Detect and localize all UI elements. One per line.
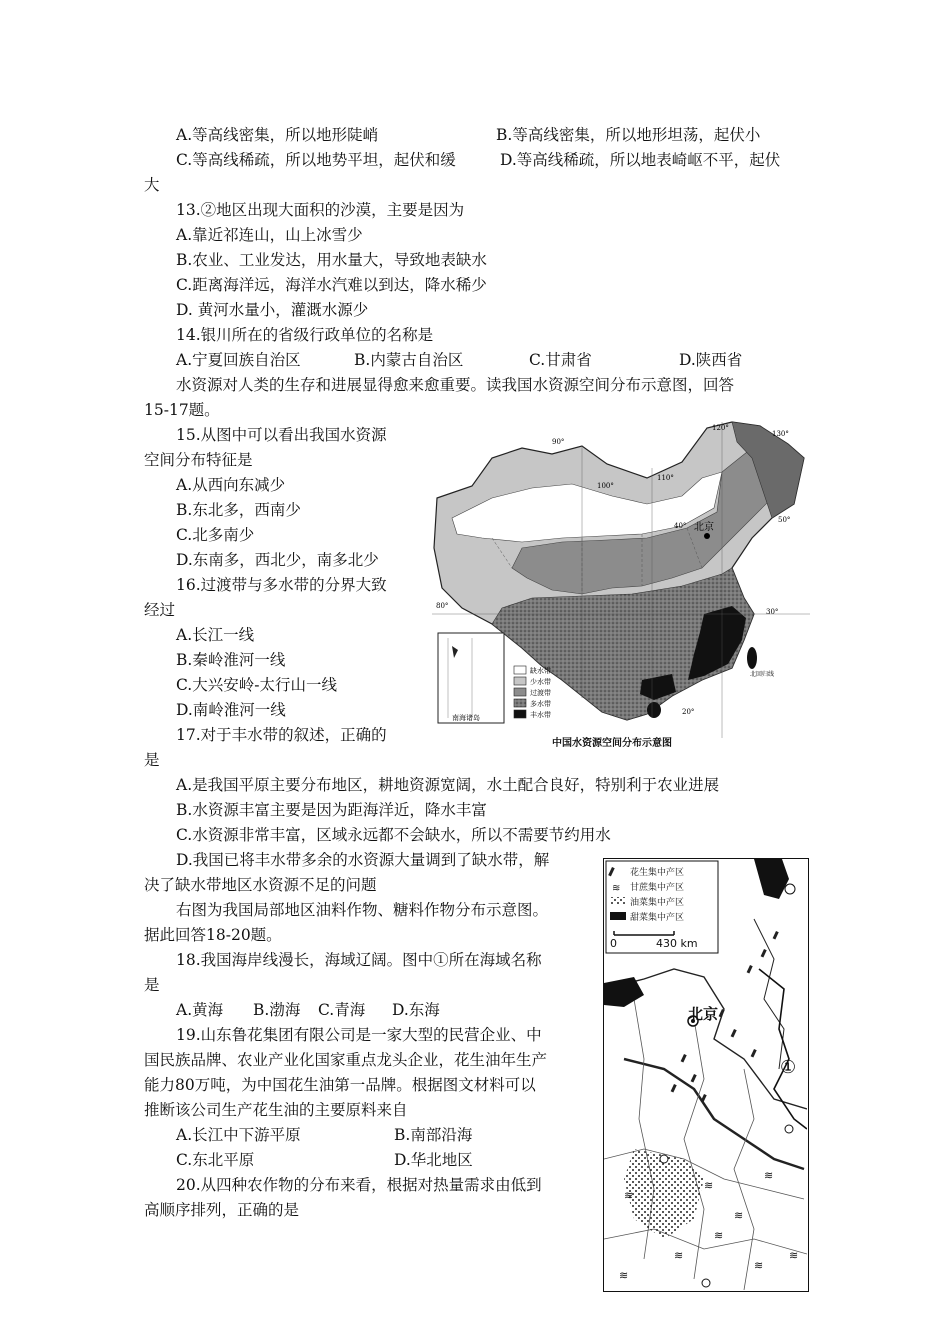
option-13a: A.靠近祁连山，山上冰雪少 [176,226,363,244]
option-13d: D. 黄河水量小，灌溉水源少 [176,301,369,319]
lat-label-20: 20° [682,708,695,716]
option-18c: C.青海 [318,1001,366,1019]
lon-label-90: 90° [552,438,565,446]
option-16b: B.秦岭淮河一线 [176,651,286,669]
question-17-wrap: 是 [144,751,160,769]
lat-label-30: 30° [766,608,779,616]
option-13b: B.农业、工业发达，用水量大，导致地表缺水 [176,251,487,269]
sea-marker: ① [780,1057,797,1078]
option-15b: B.东北多，西南少 [176,501,301,519]
option-12d-wrap: 大 [144,176,160,194]
water-map-caption: 中国水资源空间分布示意图 [552,738,672,749]
legend-transition: 过渡带 [530,689,551,697]
beijing-label-2: 北京 [688,1005,719,1023]
peanut-marks [671,931,779,1103]
scale-start: 0 [610,937,617,950]
tropic-label: 北回归线 [750,671,775,678]
scale-end: 430 km [656,937,698,950]
svg-text:≋: ≋ [754,1259,764,1272]
option-17d: D.我国已将丰水带多余的水资源大量调到了缺水带，解 [176,851,550,869]
svg-text:≋: ≋ [619,1269,629,1282]
question-18: 18.我国海岸线漫长，海域辽阔。图中①所在海域名称 [176,951,542,969]
svg-text:≋: ≋ [624,1189,634,1202]
lat-label-50: 50° [778,516,791,524]
option-12b: B.等高线密集，所以地形坦荡，起伏小 [496,126,761,144]
question-19-wrap-2: 能力80万吨，为中国花生油第一品牌。根据图文材料可以 [144,1076,536,1094]
svg-text:≋: ≋ [612,883,621,894]
option-12d: D.等高线稀疏，所以地表崎岖不平，起伏 [500,151,781,169]
option-14c: C.甘肃省 [529,351,592,369]
legend-sugarcane: 甘蔗集中产区 [630,883,685,893]
option-16d: D.南岭淮河一线 [176,701,286,719]
option-18d: D.东海 [392,1001,440,1019]
lon-label-80: 80° [436,602,449,610]
svg-text:≋: ≋ [674,1249,684,1262]
option-12c: C.等高线稀疏，所以地势平坦，起伏和缓 [176,151,456,169]
legend-rich: 丰水带 [530,711,551,719]
beet-zone-west [604,977,644,1007]
question-16-wrap: 经过 [144,601,176,619]
passage-intro-15: 水资源对人类的生存和进展显得愈来愈重要。读我国水资源空间分布示意图，回答 [176,376,735,394]
legend-peanut: 花生集中产区 [630,868,685,878]
option-19c: C.东北平原 [176,1151,255,1169]
option-14b: B.内蒙古自治区 [354,351,464,369]
question-19-wrap-1: 国民族品牌、农业产业化国家重点龙头企业，花生油年生产 [144,1051,548,1069]
question-17: 17.对于丰水带的叙述，正确的 [176,726,387,744]
option-18a: A.黄海 [176,1001,224,1019]
option-19a: A.长江中下游平原 [176,1126,301,1144]
legend-rapeseed: 油菜集中产区 [630,898,685,908]
option-15d: D.东南多，西北少，南多北少 [176,551,379,569]
option-16c: C.大兴安岭-太行山一线 [176,676,337,694]
question-16: 16.过渡带与多水带的分界大致 [176,576,387,594]
legend-shortage: 缺水带 [530,667,551,675]
question-20: 20.从四种农作物的分布来看，根据对热量需求由低到 [176,1176,542,1194]
lon-label-120: 120° [712,424,729,432]
option-19d: D.华北地区 [394,1151,473,1169]
hainan-island [647,702,661,718]
option-14a: A.宁夏回族自治区 [176,351,301,369]
question-13: 13.②地区出现大面积的沙漠，主要是因为 [176,201,465,219]
beet-zone-ne [754,859,789,899]
option-18b: B.渤海 [253,1001,301,1019]
passage-intro-15-wrap: 15-17题。 [144,401,220,419]
passage-intro-18-wrap: 据此回答18-20题。 [144,926,282,944]
lon-label-100: 100° [597,482,614,490]
legend-beet: 甜菜集中产区 [630,913,685,923]
svg-text:≋: ≋ [764,1169,774,1182]
svg-text:≋: ≋ [789,1249,799,1262]
option-17b: B.水资源丰富主要是因为距海洋近，降水丰富 [176,801,487,819]
question-19: 19.山东鲁花集团有限公司是一家大型的民营企业、中 [176,1026,542,1044]
question-19-wrap-3: 推断该公司生产花生油的主要原料来自 [144,1101,408,1119]
crop-distribution-map [603,858,809,1292]
lon-label-110: 110° [657,474,674,482]
svg-text:≋: ≋ [734,1209,744,1222]
beijing-label: 北京 [694,522,714,533]
svg-text:≋: ≋ [714,1229,724,1242]
option-17c: C.水资源非常丰富，区域永远都不会缺水，所以不需要节约用水 [176,826,611,844]
option-12a: A.等高线密集，所以地形陡峭 [176,126,379,144]
crop-map-graphic [604,859,807,1290]
water-resource-map [432,418,810,750]
svg-text:≋: ≋ [704,1179,714,1192]
option-16a: A.长江一线 [176,626,255,644]
water-map-legend [514,666,551,719]
option-13c: C.距离海洋远，海洋水汽难以到达，降水稀少 [176,276,487,294]
lat-label-40: 40° [674,522,687,530]
option-14d: D.陕西省 [679,351,743,369]
question-15-wrap: 空间分布特征是 [144,451,253,469]
lon-label-130: 130° [772,430,789,438]
option-17a: A.是我国平原主要分布地区，耕地资源宽阔，水土配合良好，特别利于农业进展 [176,776,720,794]
passage-intro-18: 右图为我国局部地区油料作物、糖料作物分布示意图。 [176,901,549,919]
question-15: 15.从图中可以看出我国水资源 [176,426,387,444]
legend-multi: 多水带 [530,700,551,708]
taiwan-island [747,647,757,669]
question-18-wrap: 是 [144,976,160,994]
south-sea-label: 南海诸岛 [452,714,480,722]
water-resource-map-graphic [432,418,810,750]
legend-little: 少水带 [530,678,551,686]
option-19b: B.南部沿海 [394,1126,473,1144]
option-17d-wrap: 决了缺水带地区水资源不足的问题 [144,876,377,894]
question-20-wrap: 高顺序排列，正确的是 [144,1201,300,1219]
option-15a: A.从西向东减少 [176,476,286,494]
question-14: 14.银川所在的省级行政单位的名称是 [176,326,434,344]
option-15c: C.北多南少 [176,526,255,544]
beijing-marker [704,533,710,539]
